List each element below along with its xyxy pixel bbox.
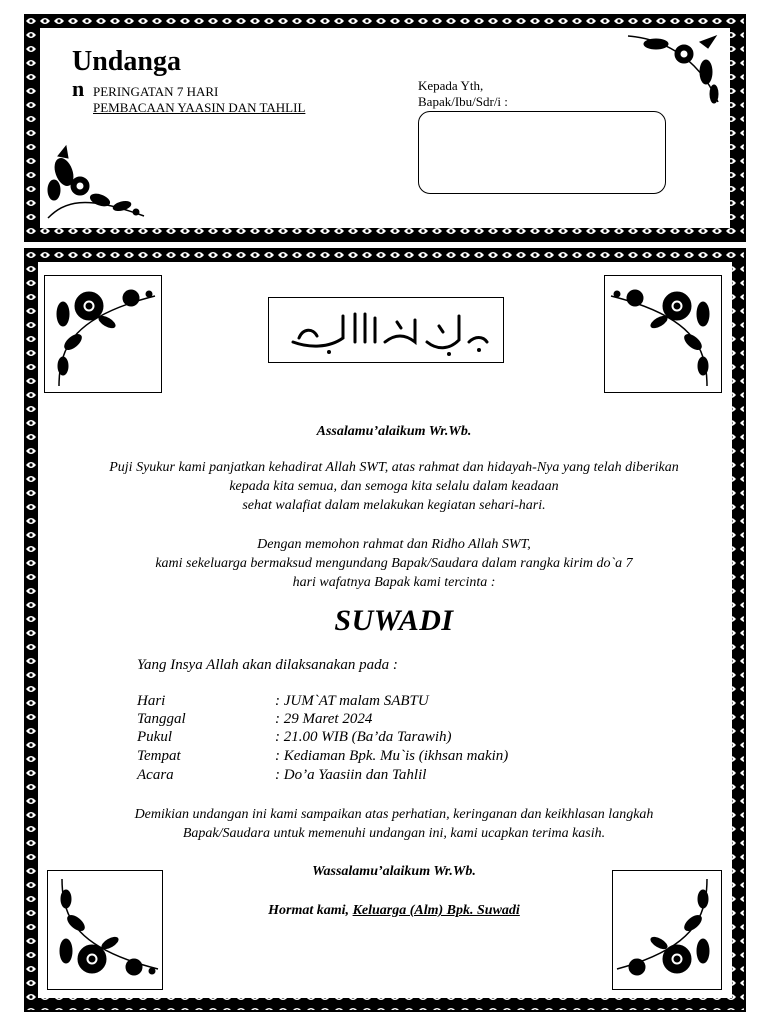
envelope-title: Undanga n [72,46,181,101]
paragraph-line: hari wafatnya Bapak kami tercinta : [292,575,496,590]
paragraph-line: Puji Syukur kami panjatkan kehadirat Allah SWT, atas rahmat dan hidayah-Nya yang telah diberikan [109,460,679,475]
floral-corner-ornament-icon [48,871,162,989]
closing-line: Demikian undangan ini kami sampaikan atas perhatian, keringanan dan keikhlasan langkah [134,807,654,822]
floral-corner-ornament-icon [613,871,721,989]
closing-line: Bapak/Saudara untuk memenuhi undangan ini, kami ucapkan terima kasih. [182,826,606,841]
recipient-label: Kepada Yth, [418,78,484,93]
detail-value: : Do’a Yaasiin dan Tahlil [275,767,427,783]
signoff-prefix: Hormat kami, [268,903,350,918]
bismillah-box [268,297,504,363]
recipient-salutation: Bapak/Ibu/Sdr/i : [418,94,508,109]
paragraph-line: Dengan memohon rahmat dan Ridho Allah SWT, [257,537,531,552]
bismillah-calligraphy-icon [269,298,503,362]
detail-value: : 29 Maret 2024 [275,711,373,727]
detail-label: Tempat [137,748,181,764]
floral-corner-ornament-icon [45,276,161,392]
detail-label: Hari [137,693,166,709]
paragraph-line: sehat walafiat dalam melakukan kegiatan sehari-hari. [242,498,546,513]
corner-ornament-top-right [604,275,722,393]
recipient-address-box[interactable] [418,111,666,194]
detail-value: : 21.00 WIB (Ba’da Tarawih) [275,729,452,745]
floral-corner-ornament-icon [44,142,148,222]
envelope-subtitle-line2: PEMBACAAN YAASIN DAN TAHLIL [93,100,306,115]
corner-ornament-bottom-left [47,870,163,990]
envelope-subtitle-line1: PERINGATAN 7 HARI [93,84,219,99]
detail-label: Pukul [137,729,172,745]
deceased-name: SUWADI [334,604,454,637]
detail-label: Acara [137,767,174,783]
corner-ornament-top-left [44,275,162,393]
detail-value: : Kediaman Bpk. Mu`is (ikhsan makin) [275,748,509,764]
farewell: Wassalamu’alaikum Wr.Wb. [312,864,476,879]
greeting: Assalamu’alaikum Wr.Wb. [316,424,472,439]
signoff [40,903,748,919]
detail-value: : JUM`AT malam SABTU [275,693,429,709]
floral-corner-ornament-icon [605,276,721,392]
corner-ornament-bottom-right [612,870,722,990]
detail-label: Tanggal [137,711,186,727]
signoff-family: Keluarga (Alm) Bpk. Suwadi [352,903,520,918]
floral-corner-ornament-icon [626,32,722,112]
paragraph-line: kami sekeluarga bermaksud mengundang Bapak/Saudara dalam rangka kirim do`a 7 [155,556,633,571]
paragraph-line: kepada kita semua, dan semoga kita selalu dalam keadaan [229,479,559,494]
